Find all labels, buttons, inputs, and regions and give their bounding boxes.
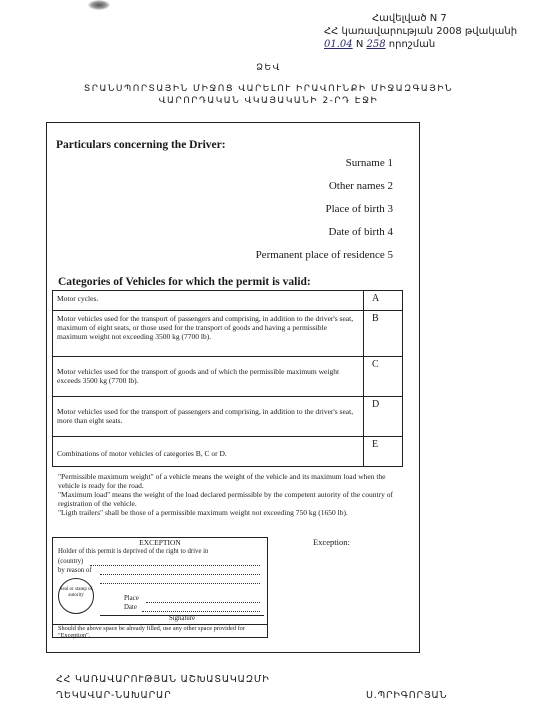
definition-light-trailers: "Ligth trailers" shall be those of a permissible maximum weight not exceeding 750 kg (1650 lb). [58,508,348,517]
annex-date: 01.04 [324,39,353,50]
table-row [53,311,403,357]
footer-title: ՂԵԿԱՎԱՐ-ՆԱԽԱՐԱՐ [56,690,172,701]
categories-table [52,290,403,467]
definitions [58,472,403,517]
seal-stamp: Seal or stamp of autority [58,578,94,614]
exception-country-label: (country) [58,558,84,565]
page-title-line-1: ՏՐԱՆՍՊՈՐՏԱՅԻՆ ՄԻՋՈՑ ՎԱՐԵԼՈՒ ԻՐԱՎՈՒՆՔԻ ՄԻՋԱԶԳԱՅԻՆ [83,84,454,94]
place-of-birth-field: Place of birth 3 [325,203,393,215]
categories-heading: Categories of Vehicles for which the permit is valid: [58,276,311,288]
reason-line [100,568,260,575]
place-line [146,596,260,603]
table-row [53,291,403,311]
footer-office: ՀՀ ԿԱՌԱՎԱՐՈՒԹՅԱՆ ԱՇԽԱՏԱԿԱԶՄԻ [56,674,270,685]
date-line [142,605,260,612]
category-desc: Motor vehicles used for the transport of passengers and comprising, in addition to the driver's seat, more than eight seats. [53,397,364,437]
category-desc: Motor vehicles used for the transport of goods and of which the permissible maximum weight exceeds 3500 kg (7700 lb). [53,357,364,397]
page-title-line-2: ՎԱՐՈՐԴԱԿԱՆ ՎԿԱՅԱԿԱՆԻ 2-ՐԴ ԷՋԻ [158,96,379,106]
driver-heading: Particulars concerning the Driver: [56,139,226,151]
exception-label: Exception: [313,537,350,547]
category-code: C [364,357,403,397]
surname-field: Surname 1 [345,157,393,169]
annex-line-2: ՀՀ կառավարության 2008 թվականի [324,26,518,37]
exception-date-label: Date [124,604,137,611]
annex-decision: որոշման [388,39,436,50]
annex-n-label: N [355,39,364,50]
footer-signatory: Ս.ՊՐԻԳՈՐՅԱՆ [366,690,448,701]
definition-permissible-weight: "Permissible maximum weight" of a vehicle means the weight of the vehicle and its maximum load when the vehicle is ready for the road. [58,472,386,490]
exception-place-label: Place [124,595,139,602]
date-of-birth-field: Date of birth 4 [328,226,393,238]
category-code: A [364,291,403,311]
table-row [53,397,403,437]
category-code: B [364,311,403,357]
category-code: E [364,437,403,467]
residence-field: Permanent place of residence 5 [255,249,393,261]
reason-line-2 [100,577,260,584]
other-names-field: Other names 2 [328,180,393,192]
category-desc: Combinations of motor vehicles of categories B, C or D. [53,437,364,467]
exception-holder-text: Holder of this permit is deprived of the right to drive in [58,548,209,555]
exception-reason-label: by reason of [58,567,92,574]
exception-signature-label: Signature [168,615,196,622]
exception-note: Should the above space be already filled, use any other space provided for "Exception". [58,625,245,639]
annex-line-1: Հավելված N 7 [372,13,447,24]
definition-maximum-load: "Maximum load" means the weight of the load declared permissible by the competent autority of the country of registration of the vehicle. [58,490,393,508]
table-row [53,437,403,467]
category-code: D [364,397,403,437]
annex-line-3 [324,39,435,51]
country-line [90,559,260,566]
category-desc: Motor cycles. [53,291,364,311]
scan-mark [88,0,110,10]
table-row [53,357,403,397]
annex-number: 258 [366,39,386,50]
sample-label: ՁԵՎ [256,63,281,73]
category-desc: Motor vehicles used for the transport of passengers and comprising, in addition to the driver's seat, maximum of eight seats, or those used for the transport of goods and having a permissible maximum weight not exceeding 3500 kg (7700 lb). [53,311,364,357]
exception-title: EXCEPTION [139,538,181,547]
